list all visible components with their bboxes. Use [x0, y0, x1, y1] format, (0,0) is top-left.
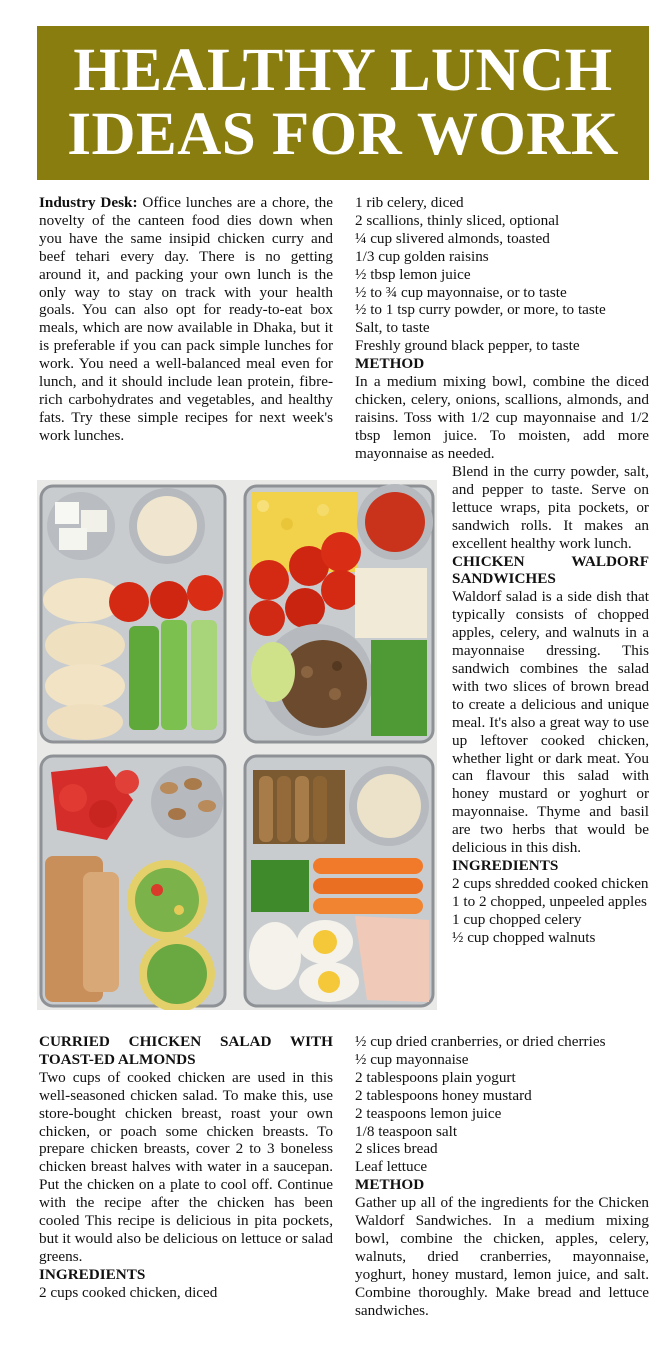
waldorf-heading: CHICKEN WALDORF SANDWICHES [452, 552, 649, 588]
method-continued: Blend in the curry powder, salt, and pepper to taste. Serve on lettuce wraps, pita pockets, or sandwich rolls. It makes an excellent healthy work lunch. [452, 463, 649, 552]
curried-ingredients-heading: INGREDIENTS [39, 1265, 146, 1283]
ingredient-item: 1 to 2 chopped, unpeeled apples [452, 892, 647, 910]
ingredient-item: ½ cup mayonnaise [355, 1050, 469, 1068]
masthead-banner [37, 26, 649, 180]
intro-text: Office lunches are a chore, the novelty of the canteen food dies down when you have the same insipid chicken curry and beef tehari every day. There is no getting around it, and packing your own lunch is the only way to stay on track with your health goals. You can also opt for ready-to-eat box meals, which are now available in Dhaka, but it is preferable if you can pack simple lunches for work. You need a well-balanced meal even for lunch, and it should include lean protein, fibre-rich carbohydrates and vegetables, and healthy fats. Try these simple recipes for next week's work lunches. [39, 194, 334, 444]
ingredient-item: 1/3 cup golden raisins [355, 247, 489, 265]
waldorf-method: Gather up all of the ingredients for the Chicken Waldorf Sandwiches. In a medium mixing bowl, combine the chicken, apples, celery, walnuts, dried cranberries, mayonnaise, yoghurt, honey mustard, lemon juice, and salt. Combine thoroughly. Make bread and lettuce sandwiches. [355, 1194, 649, 1319]
intro-column [39, 194, 333, 445]
ingredient-item: ½ to ¾ cup mayonnaise, or to taste [355, 283, 567, 301]
byline: Industry Desk: [39, 194, 138, 211]
curried-heading: CURRIED CHICKEN SALAD WITH TOAST-ED ALMONDS [39, 1033, 333, 1068]
headline-line-2: IDEAS FOR WORK [67, 101, 619, 168]
right-column-top [355, 194, 649, 463]
left-column-bottom [39, 1033, 333, 1302]
ingredient-item: 2 tablespoons plain yogurt [355, 1068, 516, 1086]
headline-line-1: HEALTHY LUNCH [73, 37, 613, 104]
ingredient-item: Leaf lettuce [355, 1158, 428, 1176]
waldorf-body: Waldorf salad is a side dish that typically consists of chopped apples, celery, and walnuts in a mayonnaise dressing. This sandwich combines the salad with two slices of brown bread to create a delicious and unique meal. It's also a great way to use up leftover cooked chicken, whether light or dark meat. You can flavour this salad with honey mustard or yoghurt or mayonnaise. Thyme and basil are two herbs that would be delicious in this dish. [452, 588, 649, 857]
right-column-middle [452, 463, 649, 946]
ingredient-item: 1/8 teaspoon salt [355, 1122, 458, 1140]
ingredient-item: ½ tbsp lemon juice [355, 265, 471, 283]
ingredient-item: 2 slices bread [355, 1140, 438, 1158]
method-paragraph: In a medium mixing bowl, combine the diced chicken, celery, onions, scallions, almonds, and raisins. Toss with 1/2 cup mayonnaise and 1/2 tbsp lemon juice. To moisten, add more mayonnaise as needed. [355, 373, 649, 462]
ingredient-item: ¼ cup slivered almonds, toasted [355, 229, 550, 247]
ingredient-item: ½ cup chopped walnuts [452, 928, 596, 946]
ingredient-item: Freshly ground black pepper, to taste [355, 337, 580, 355]
ingredient-item: 1 rib celery, diced [355, 194, 464, 211]
ingredient-item: 2 tablespoons honey mustard [355, 1086, 532, 1104]
waldorf-ingredients-heading: INGREDIENTS [452, 856, 559, 874]
ingredient-item: ½ cup dried cranberries, or dried cherries [355, 1033, 606, 1050]
right-column-bottom [355, 1033, 649, 1320]
waldorf-method-heading: METHOD [355, 1176, 425, 1194]
ingredient-item: ½ to 1 tsp curry powder, or more, to taste [355, 301, 606, 319]
curried-body: Two cups of cooked chicken are used in this well-seasoned chicken salad. To make this, use store-bought chicken breast, roast your own chicken, or poach some chicken breasts. To prepare chicken breasts, cover 2 to 3 boneless chicken breast halves with water in a saucepan. Put the chicken on a plate to cool off. Continue with the recipe after the chicken has been cooled This recipe is delicious in pita pockets, but it would also be delicious on lettuce or salad greens. [39, 1068, 333, 1265]
method-heading: METHOD [355, 355, 425, 373]
lunch-boxes-photo [37, 480, 437, 1010]
ingredient-item: 2 cups shredded cooked chicken [452, 874, 649, 892]
ingredient-item: 2 teaspoons lemon juice [355, 1104, 502, 1122]
intro-paragraph [39, 194, 333, 445]
ingredient-item: Salt, to taste [355, 319, 430, 337]
ingredient-item: 2 cups cooked chicken, diced [39, 1283, 218, 1301]
ingredient-item: 2 scallions, thinly sliced, optional [355, 211, 560, 229]
ingredient-item: 1 cup chopped celery [452, 910, 582, 928]
